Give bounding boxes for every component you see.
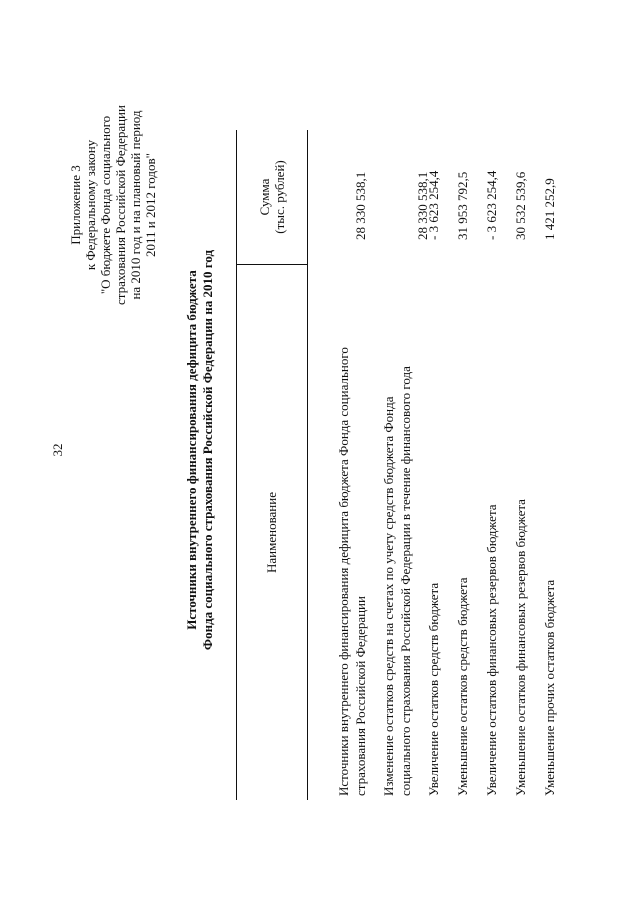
table-row (483, 130, 500, 800)
appendix-line: к Федеральному закону (83, 139, 98, 271)
row-sum: - 3 623 254,4 (426, 170, 441, 240)
row-sum: 30 532 539,6 (513, 171, 528, 240)
header-name: Наименование (237, 264, 307, 800)
document-title (184, 160, 216, 740)
row-name: Увеличение остатков финансовых резервов бюджета (484, 504, 499, 796)
header-sum-title: Сумма (257, 178, 272, 216)
row-sum: 31 953 792,5 (455, 171, 470, 240)
row-name: Уменьшение остатков средств бюджета (455, 577, 470, 796)
title-line-2: Фонда социального страхования Российской Федерации на 2010 год (200, 249, 215, 651)
row-name: Уменьшение прочих остатков бюджета (542, 579, 557, 796)
row-sum: - 3 623 254,4 (484, 170, 499, 240)
table-row (512, 130, 529, 800)
appendix-block (68, 70, 158, 340)
row-name: Увеличение остатков средств бюджета (426, 582, 441, 796)
appendix-line: страхования Российской Федерации (113, 105, 128, 305)
appendix-line: на 2010 год и на плановый период (128, 110, 143, 300)
table-row (541, 130, 558, 800)
table-row (335, 130, 369, 800)
row-name: Изменение остатков средств на счетах по учету средств бюджета Фонда социального страхования Российской Федерации в течение финансового года (381, 366, 413, 796)
row-name: Уменьшение остатков финансовых резервов бюджета (513, 499, 528, 796)
row-sum: 28 330 538,1 (415, 171, 430, 240)
header-sum (237, 130, 307, 264)
table-row (454, 130, 471, 800)
appendix-line: Приложение 3 (68, 165, 83, 245)
appendix-line: 2011 и 2012 годов" (143, 153, 158, 257)
row-name: Источники внутреннего финансирования дефицита бюджета Фонда социального страхования Российской Федерации (336, 347, 368, 796)
title-line-1: Источники внутреннего финансирования дефицита бюджета (184, 270, 199, 630)
row-sum: 28 330 538,1 (353, 171, 368, 240)
appendix-line: "О бюджете Фонда социального (98, 115, 113, 295)
table-row (380, 130, 430, 800)
header-sum-unit: (тыс. рублей) (272, 160, 287, 234)
sources-table (236, 130, 558, 800)
table-header-row (236, 130, 308, 800)
page-number: 32 (50, 443, 65, 457)
row-sum: 1 421 252,9 (542, 178, 557, 240)
table-row (425, 130, 442, 800)
